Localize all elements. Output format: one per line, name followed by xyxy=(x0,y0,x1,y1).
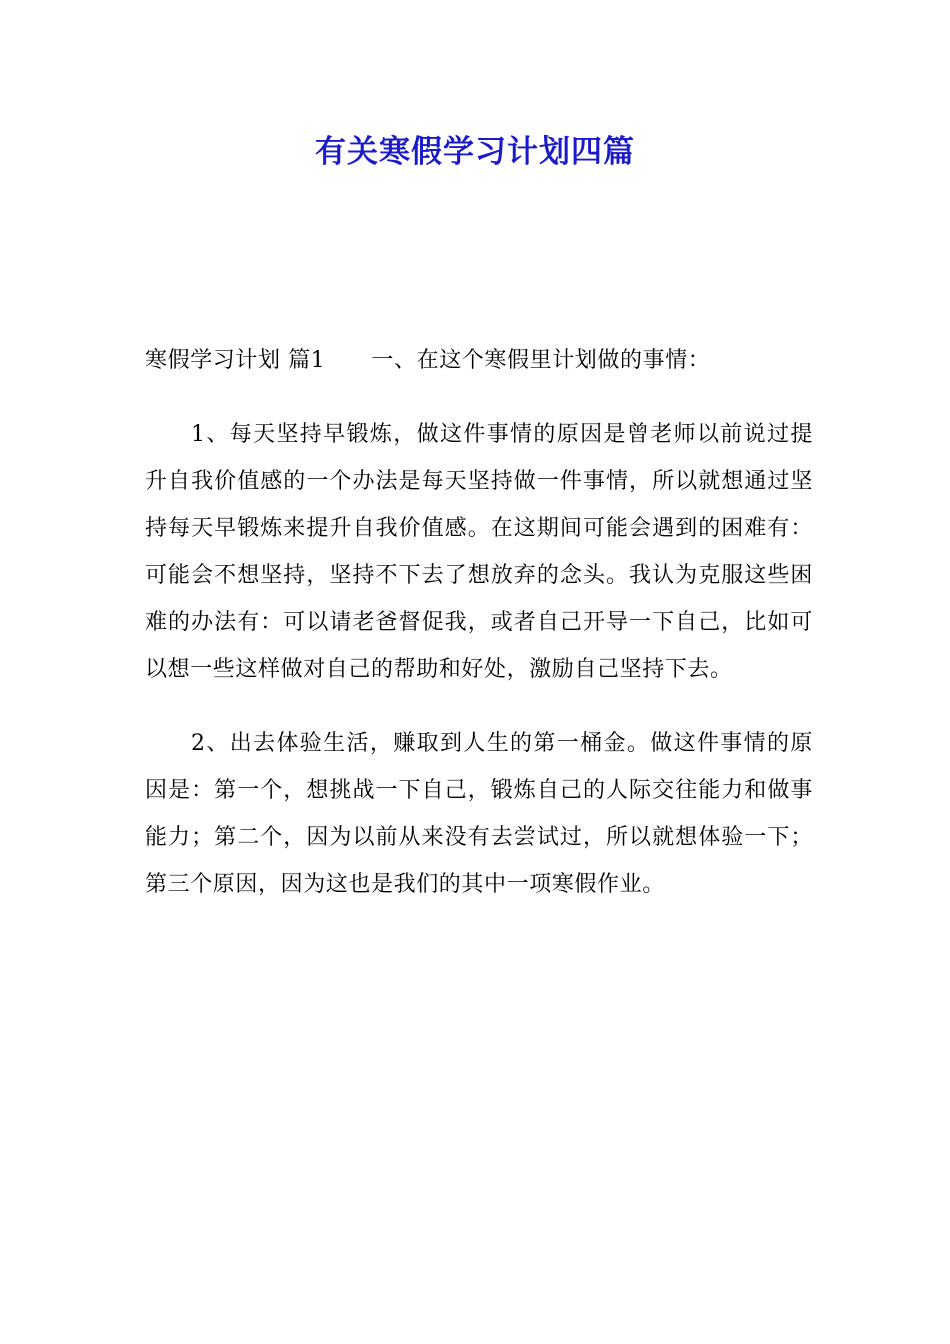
paragraph-2: 2、出去体验生活，赚取到人生的第一桶金。做这件事情的原因是：第一个，想挑战一下自己，锻炼自己的人际交往能力和做事能力；第二个，因为以前从来没有去尝试过，所以就想体验一下；第三个原因，因为这也是我们的其中一项寒假作业。 xyxy=(145,731,813,897)
document-body xyxy=(145,337,813,935)
document-title: 有关寒假学习计划四篇 xyxy=(315,134,635,170)
paragraph-1: 1、每天坚持早锻炼，做这件事情的原因是曾老师以前说过提升自我价值感的一个办法是每天坚持做一件事情，所以就想通过坚持每天早锻炼来提升自我价值感。在这期间可能会遇到的困难有：可能会不想坚持，坚持不下去了想放弃的念头。我认为克服这些困难的办法有：可以请老爸督促我，或者自己开导一下自己，比如可以想一些这样做对自己的帮助和好处，激励自己坚持下去。 xyxy=(145,422,813,682)
section-heading: 寒假学习计划 篇1 xyxy=(145,348,326,373)
intro-line: 一、在这个寒假里计划做的事情： xyxy=(371,348,711,373)
section-first-line xyxy=(145,337,813,384)
